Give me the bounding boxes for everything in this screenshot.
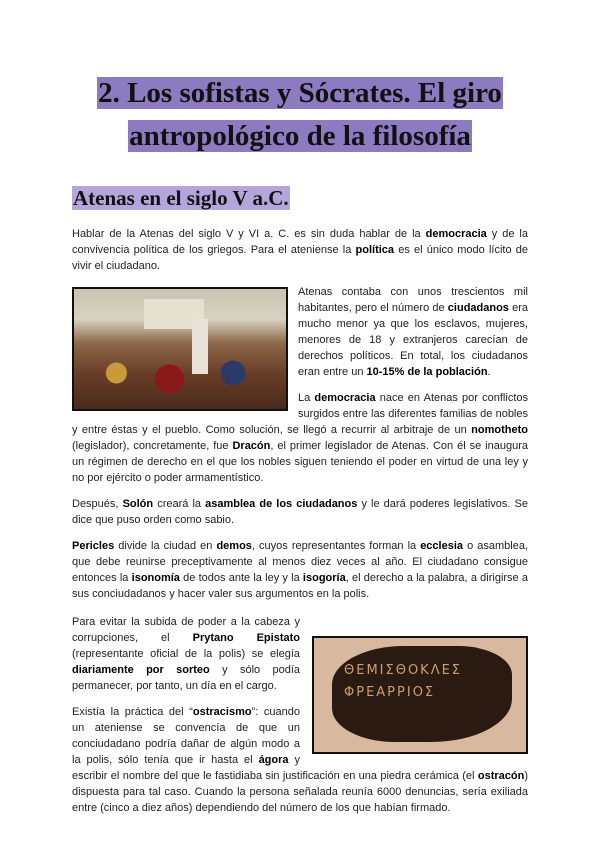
section-heading: [72, 184, 528, 212]
bold-term: isonomía: [131, 572, 180, 584]
bold-term: Solón: [122, 498, 154, 510]
inscription-line-2: ΦΡΕΑΡΡΙΟΣ: [344, 685, 436, 700]
bold-term: asamblea de los ciudadanos: [205, 498, 358, 510]
bold-term: política: [355, 244, 395, 256]
title-line-1: 2. Los sofistas y Sócrates. El giro: [98, 77, 502, 109]
bold-term: isogoría: [302, 572, 346, 584]
text-run: creará la: [153, 498, 206, 510]
inscription-line-1: ΘΕΜΙΣΘΟΚΛΕΣ: [344, 663, 463, 678]
bold-term: demos: [216, 540, 252, 552]
text-run: ”: cuando un ateniense se convencía de que un conciudadano podría dañar de algún modo a la polis, sólo tenía que ir hasta el: [72, 706, 300, 766]
text-run: , el primer legislador de Atenas. Con él se inaugura un régimen de derecho en el que los nobles siguen teniendo el poder en virtud de una ley y no por ejército o poder armamentístico.: [72, 440, 528, 484]
text-run: , cuyos representantes forman la: [251, 540, 421, 552]
text-run: Hablar de la Atenas del siglo V y VI a. C. es sin duda hablar de la: [72, 228, 426, 240]
text-run: Para evitar la subida de poder a la cabeza y corrupciones, el: [72, 616, 300, 644]
bold-term: nomotheto: [471, 424, 528, 436]
text-run: (representante oficial de la polis) se elegía: [72, 648, 300, 660]
bold-term: ostracón: [477, 770, 525, 782]
pericles-speech-painting: [72, 287, 288, 411]
bold-term: ciudadanos: [447, 302, 509, 314]
section-heading-text: Atenas en el siglo V a.C.: [73, 186, 289, 210]
title-line-2: antropológico de la filosofía: [129, 120, 471, 152]
text-run: o asamblea, que debe reunirse preceptivamente al menos diez veces al año. El ciudadano consigue entonces la: [72, 540, 529, 584]
bold-term: Dracón: [232, 440, 271, 452]
text-run: ) dispuesta para tal caso. Cuando la persona señalada reunía 6000 denuncias, sería exiliada entre (cinco a diez años) dependiendo del número de los que habían firmado.: [72, 770, 528, 814]
paragraph: [72, 496, 528, 528]
text-run: es el único modo lícito de vivir el ciudadano.: [72, 244, 528, 272]
page-title: [72, 72, 528, 158]
text-run: , el derecho a la palabra, a dirigirse a sus conciudadanos y hacer valer sus argumentos en la polis.: [72, 572, 528, 600]
text-run: nace en Atenas por conflictos surgidos entre las diferentes familias de nobles y entre éstas y el pueblo. Como solución, se llegó a recurrir al arbitraje de un: [72, 392, 528, 436]
bold-term: Prytano Epistato: [192, 632, 300, 644]
text-run: y le dará poderes legislativos. Se dice que puso orden como sabio.: [72, 498, 529, 526]
text-run: y escribir el nombre del que le fastidiaba sin justificación en una piedra cerámica (el: [72, 754, 478, 782]
crowd: [74, 349, 286, 409]
text-run: y de la convivencia política de los griegos. Para el ateniense la: [72, 228, 528, 256]
text-run: Atenas contaba con unos trescientos mil habitantes, pero el número de: [298, 286, 528, 314]
bold-term: Pericles: [72, 540, 115, 552]
bold-term: democracia: [314, 392, 376, 404]
paragraph: [72, 226, 528, 274]
document-page: [72, 72, 528, 826]
text-run: divide la ciudad en: [114, 540, 217, 552]
ostracon-inscription: [344, 660, 462, 704]
bold-term: ágora: [258, 754, 289, 766]
text-run: era mucho menor ya que los esclavos, mujeres, menores de 18 y extranjeros carecían de derechos políticos. En total, los ciudadanos eran entre un: [298, 302, 528, 378]
bold-term: diariamente por sorteo: [72, 664, 210, 676]
text-run: .: [487, 366, 491, 378]
text-run: de todos ante la ley y la: [179, 572, 303, 584]
paragraph: [72, 538, 528, 602]
text-run: Existía la práctica del “: [72, 706, 193, 718]
bold-term: democracia: [425, 228, 487, 240]
text-run: Después,: [72, 498, 123, 510]
ostracon-photo: [312, 636, 528, 754]
bold-term: 10-15% de la población: [366, 366, 488, 378]
bold-term: ecclesia: [420, 540, 464, 552]
bold-term: ostracismo: [192, 706, 252, 718]
text-run: (legislador), concretamente, fue: [72, 440, 233, 452]
text-run: y sólo podía permanecer, por tanto, un día en el cargo.: [72, 664, 300, 692]
text-run: La: [298, 392, 315, 404]
